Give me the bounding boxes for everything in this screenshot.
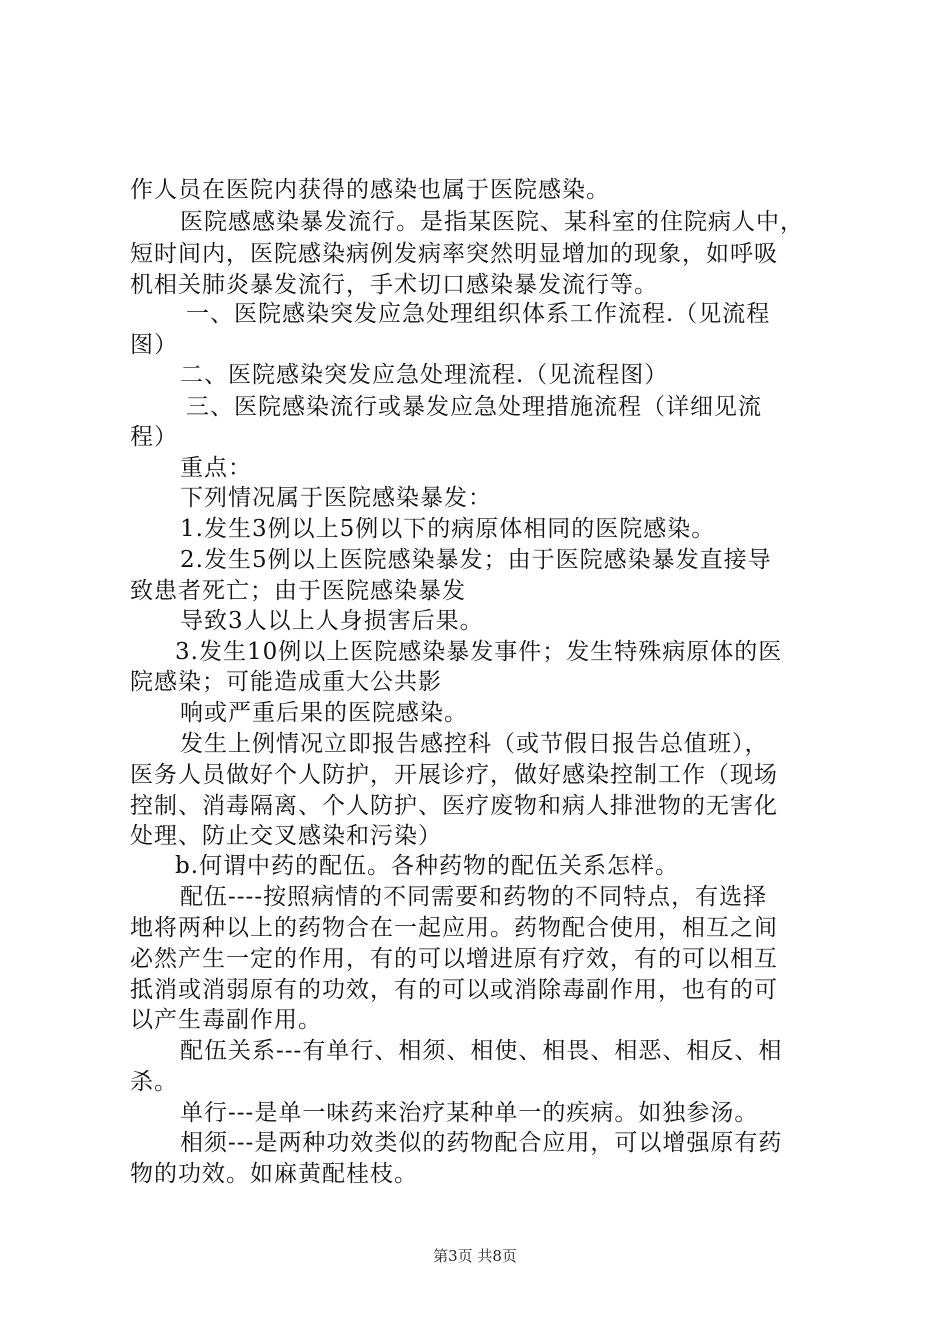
text-line: 配伍关系---有单行、相须、相使、相畏、相恶、相反、相: [180, 1038, 783, 1064]
text-line: 响或严重后果的医院感染。: [180, 700, 468, 726]
text-line: 处理、防止交叉感染和污染）: [130, 823, 442, 849]
text-line: 杀。: [130, 1069, 178, 1095]
text-line: 二、医院感染突发应急处理流程.（见流程图）: [180, 362, 669, 388]
text-line: 1.发生3例以上5例以下的病原体相同的医院感染。: [180, 516, 716, 542]
text-line: 重点：: [180, 455, 252, 481]
text-line: 发生上例情况立即报告感控科（或节假日报告总值班），: [180, 731, 769, 757]
text-line: 3.发生10例以上医院感染暴发事件；发生特殊病原体的医: [175, 639, 783, 665]
text-line: 以产生毒副作用。: [130, 1007, 322, 1033]
text-line: 必然产生一定的作用，有的可以增进原有疗效，有的可以相互: [130, 946, 778, 972]
text-line: 配伍----按照病情的不同需要和药物的不同特点，有选择: [180, 884, 768, 910]
text-line: 程）: [130, 424, 178, 450]
text-line: 医院感感染暴发流行。是指某医院、某科室的住院病人中，: [180, 209, 804, 235]
text-line: b.何谓中药的配伍。各种药物的配伍关系怎样。: [175, 853, 680, 879]
text-line: 2.发生5例以上医院感染暴发；由于医院感染暴发直接导: [180, 547, 772, 573]
page-footer: 第3页 共8页: [433, 1247, 517, 1265]
text-line: 一、医院感染突发应急处理组织体系工作流程.（见流程: [186, 301, 771, 327]
text-line: 相须---是两种功效类似的药物配合应用，可以增强原有药: [180, 1130, 783, 1156]
text-line: 院感染；可能造成重大公共影: [130, 669, 442, 695]
text-line: 作人员在医院内获得的感染也属于医院感染。: [130, 177, 610, 203]
text-line: 抵消或消弱原有的功效，有的可以或消除毒副作用，也有的可: [130, 977, 778, 1003]
text-line: 控制、消毒隔离、个人防护、医疗废物和病人排泄物的无害化: [130, 793, 778, 819]
text-line: 导致3人以上人身损害后果。: [180, 608, 484, 634]
text-line: 医务人员做好个人防护，开展诊疗，做好感染控制工作（现场: [130, 762, 778, 788]
text-line: 机相关肺炎暴发流行，手术切口感染暴发流行等。: [130, 272, 658, 298]
text-line: 短时间内，医院感染病例发病率突然明显增加的现象，如呼吸: [130, 241, 778, 267]
text-line: 单行---是单一味药来治疗某种单一的疾病。如独参汤。: [180, 1100, 759, 1126]
text-line: 三、医院感染流行或暴发应急处理措施流程（详细见流: [186, 394, 762, 420]
text-line: 致患者死亡；由于医院感染暴发: [130, 578, 466, 604]
text-line: 物的功效。如麻黄配桂枝。: [130, 1161, 418, 1187]
text-line: 下列情况属于医院感染暴发：: [180, 485, 492, 511]
text-line: 图）: [130, 332, 178, 358]
text-line: 地将两种以上的药物合在一起应用。药物配合使用，相互之间: [130, 915, 778, 941]
